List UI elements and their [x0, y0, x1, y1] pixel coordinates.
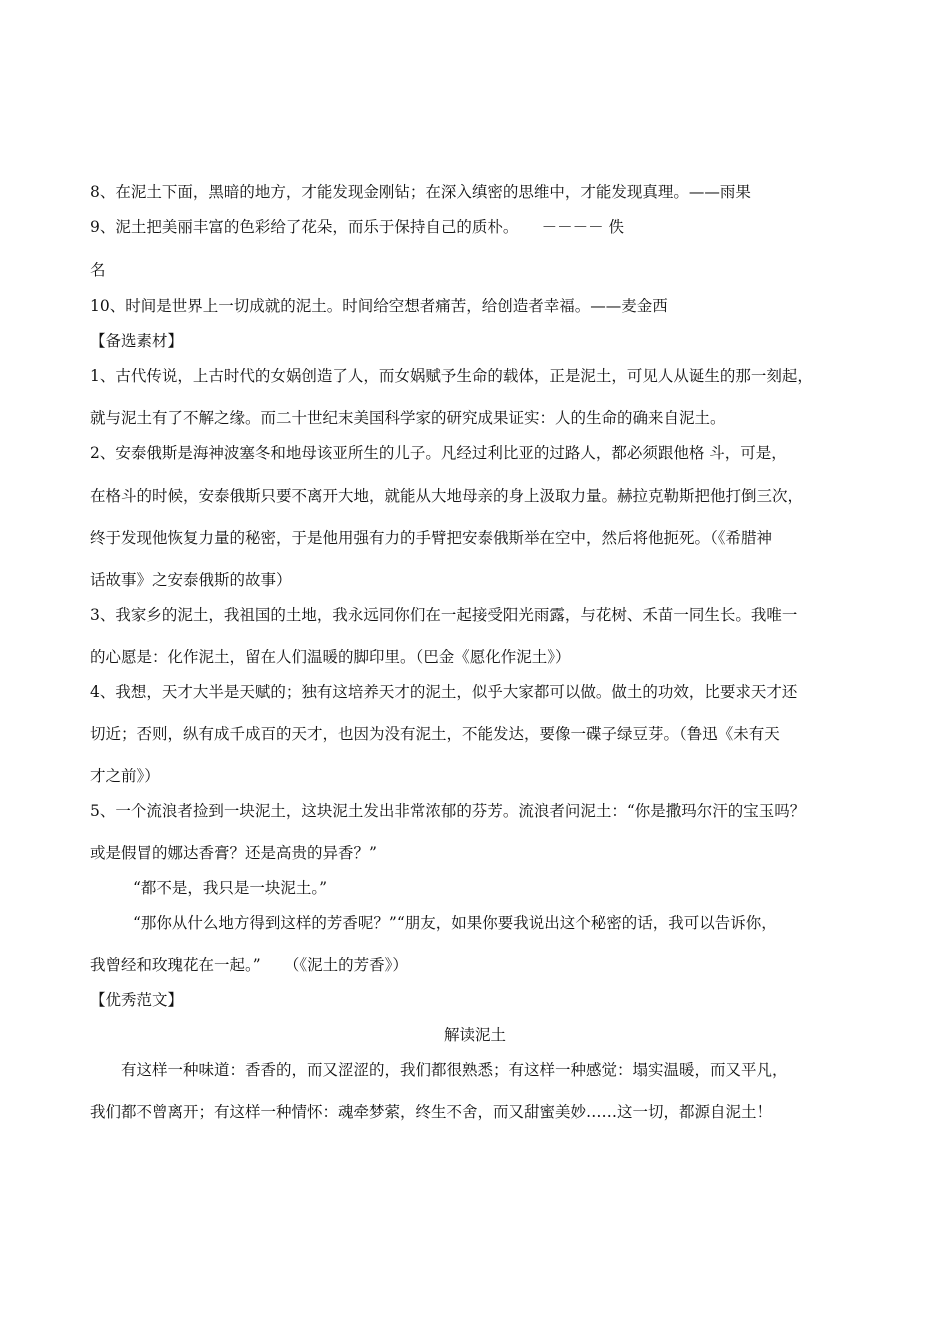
- backup-line: “那你从什么地方得到这样的芳香呢？”“朋友，如果你要我说出这个秘密的话，我可以告诉你，: [133, 914, 777, 932]
- essay-title: 解读泥土: [443, 1026, 506, 1044]
- essay-line: 有这样一种味道：香香的，而又涩涩的，我们都很熟悉；有这样一种感觉：塌实温暖，而又平凡，: [121, 1061, 788, 1079]
- section-heading-backup: 【备选素材】: [90, 332, 184, 350]
- backup-line: 5、一个流浪者捡到一块泥土，这块泥土发出非常浓郁的芬芳。流浪者问泥土：“你是撒玛尔汗的宝玉吗？: [90, 802, 806, 820]
- backup-line: 话故事》之安泰俄斯的故事）: [90, 571, 292, 589]
- backup-line: 我曾经和玫瑰花在一起。” （《泥土的芳香》）: [90, 956, 408, 974]
- quote-9: 9、泥土把美丽丰富的色彩给了花朵，而乐于保持自己的质朴。 －－－－ 佚: [90, 218, 625, 236]
- essay-line: 我们都不曾离开；有这样一种情怀：魂牵梦萦，终生不舍，而又甜蜜美妙……这一切，都源自泥土！: [90, 1103, 773, 1121]
- backup-line: 在格斗的时候，安泰俄斯只要不离开大地，就能从大地母亲的身上汲取力量。赫拉克勒斯把他打倒三次，: [90, 487, 804, 505]
- backup-line: 就与泥土有了不解之缘。而二十世纪末美国科学家的研究成果证实：人的生命的确来自泥土。: [90, 409, 726, 427]
- section-heading-essay: 【优秀范文】: [90, 991, 184, 1009]
- quote-10: 10、时间是世界上一切成就的泥土。时间给空想者痛苦，给创造者幸福。——麦金西: [90, 297, 668, 315]
- backup-line: 4、我想，天才大半是天赋的；独有这培养天才的泥土，似乎大家都可以做。做土的功效，比要求天才还: [90, 683, 798, 701]
- backup-line: 2、安泰俄斯是海神波塞冬和地母该亚所生的儿子。凡经过利比亚的过路人，都必须跟他格 斗，可是，: [90, 444, 787, 462]
- quote-8: 8、在泥土下面，黑暗的地方，才能发现金刚钻；在深入缜密的思维中，才能发现真理。——雨果: [90, 183, 751, 201]
- backup-line: 或是假冒的娜达香膏？还是高贵的异香？”: [90, 844, 377, 862]
- backup-line: 终于发现他恢复力量的秘密，于是他用强有力的手臂把安泰俄斯举在空中，然后将他扼死。（《希腊神: [90, 529, 773, 547]
- backup-line: 的心愿是：化作泥土，留在人们温暖的脚印里。（巴金《愿化作泥土》）: [90, 648, 571, 666]
- backup-line: 3、我家乡的泥土，我祖国的土地，我永远同你们在一起接受阳光雨露，与花树、禾苗一同生长。我唯一: [90, 606, 798, 624]
- backup-line: “都不是，我只是一块泥土。”: [133, 879, 328, 897]
- backup-line: 才之前》）: [90, 767, 160, 785]
- backup-line: 1、古代传说，上古时代的女娲创造了人，而女娲赋予生命的载体，正是泥土，可见人从诞生的那一刻起，: [90, 367, 813, 385]
- backup-line: 切近；否则，纵有成千成百的天才，也因为没有泥土，不能发达，要像一碟子绿豆芽。（鲁迅《未有天: [90, 725, 780, 743]
- quote-9-continued: 名: [90, 261, 106, 279]
